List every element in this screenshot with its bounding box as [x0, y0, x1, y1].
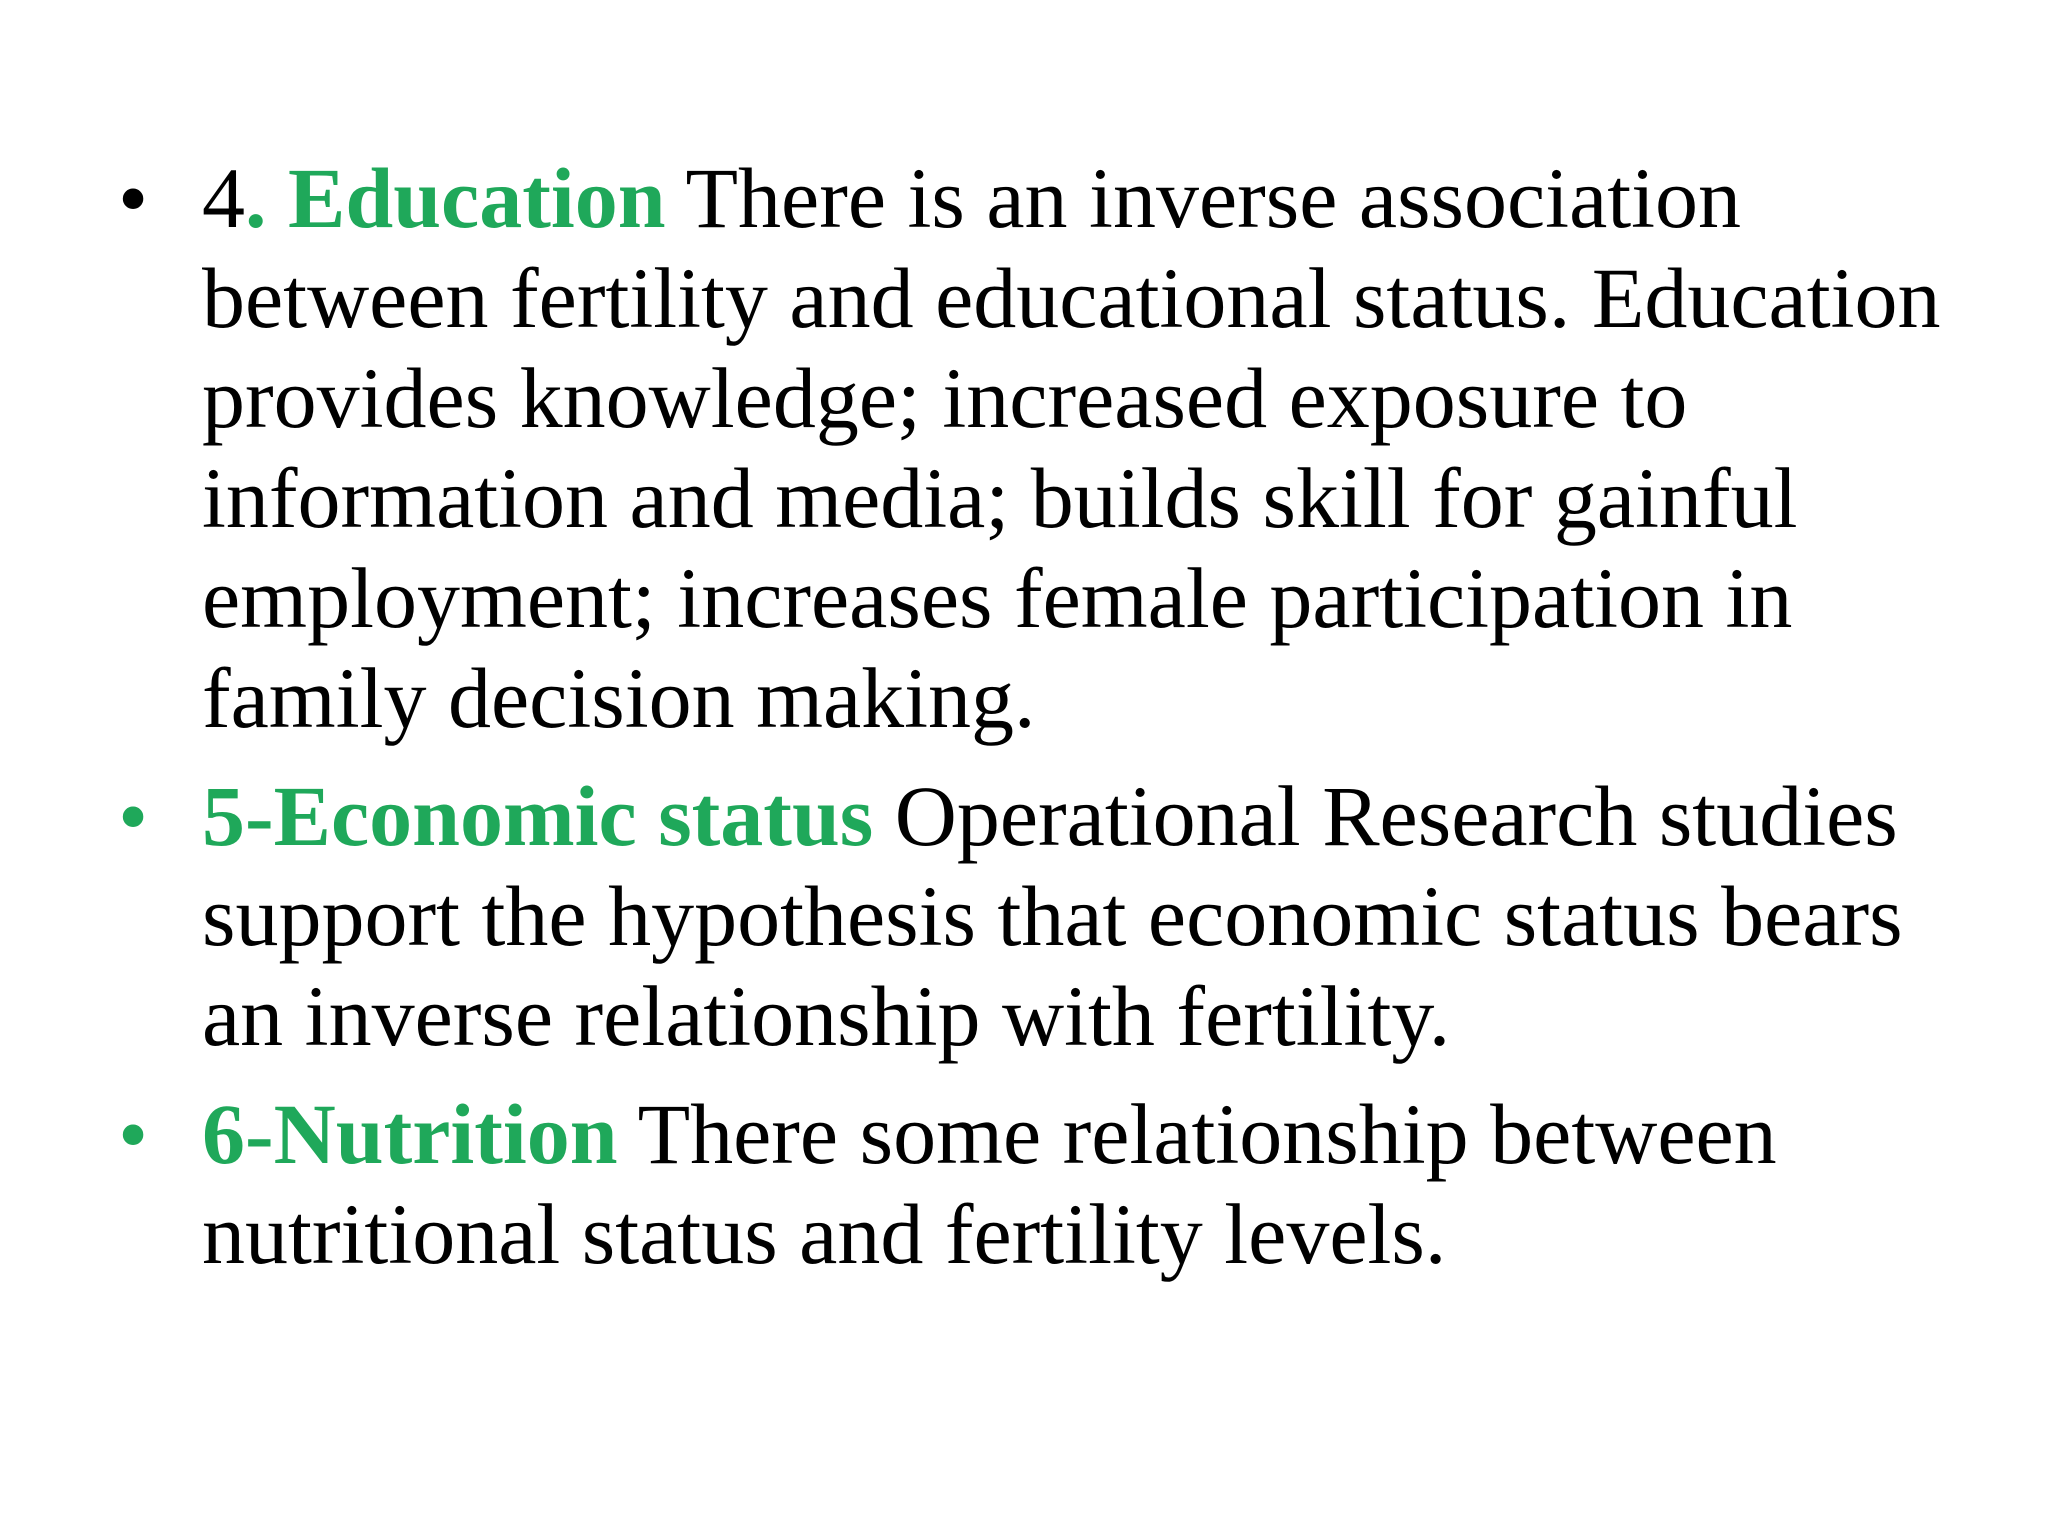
bullet-keyword: . Education: [245, 150, 666, 246]
bullet-item-nutrition: [118, 1084, 1948, 1284]
bullet-body: There some relationship between nutritional status and fertility levels.: [202, 1086, 1777, 1282]
bullet-body: There is an inverse association between fertility and educational status. Education provides knowledge; increased exposure to information and media; builds skill for gainful employment; increases female participation in family decision making.: [202, 150, 1941, 746]
bullet-list: [118, 148, 1948, 1292]
bullet-keyword: 5-Economic status: [202, 768, 874, 864]
bullet-item-education: [118, 148, 1948, 748]
bullet-prefix: 4: [202, 150, 245, 246]
bullet-item-economic-status: [118, 766, 1948, 1066]
bullet-text: [202, 148, 1948, 748]
bullet-text: [202, 1084, 1948, 1284]
bullet-body: Operational Research studies support the hypothesis that economic status bears an inverse relationship with fertility.: [202, 768, 1903, 1064]
bullet-text: [202, 766, 1948, 1066]
bullet-dot-icon: •: [118, 1086, 149, 1182]
bullet-dot-icon: •: [118, 150, 149, 246]
bullet-keyword: 6-Nutrition: [202, 1086, 618, 1182]
bullet-dot-icon: •: [118, 768, 149, 864]
